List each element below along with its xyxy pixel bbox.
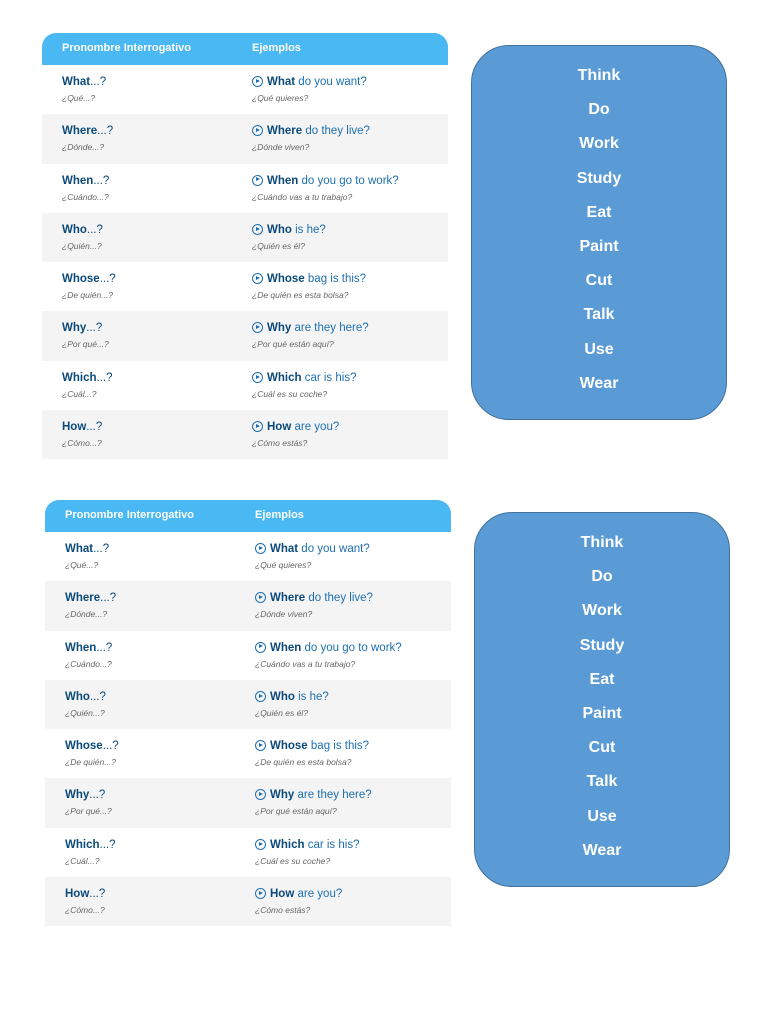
example-rest: are they here? [291, 322, 369, 335]
question-ellipsis: ...? [89, 789, 106, 802]
question-ellipsis: ...? [89, 690, 106, 703]
question-word-translation: ¿Dónde...? [62, 142, 105, 153]
example-question-word: Why [270, 789, 295, 802]
question-word-text: Why [65, 789, 90, 802]
question-ellipsis: ...? [97, 125, 114, 138]
question-word [65, 592, 116, 604]
verb-item: Study [579, 636, 625, 654]
verb-item: Cut [588, 739, 616, 757]
example-translation: ¿Cuándo vas a tu trabajo? [255, 658, 356, 669]
question-word-translation: ¿De quién...? [62, 290, 114, 301]
example-rest: do they live? [302, 125, 370, 138]
question-word [65, 740, 119, 752]
verb-item: Use [584, 340, 614, 358]
question-word-text: Where [62, 125, 98, 138]
example-question-word: What [267, 76, 296, 88]
table-row [45, 631, 451, 680]
play-circle-icon[interactable] [255, 642, 266, 653]
example-sentence [255, 642, 402, 654]
example-rest: is he? [291, 223, 326, 236]
example-translation: ¿Qué quieres? [255, 560, 312, 570]
example-question-word: Which [267, 371, 302, 384]
play-circle-icon[interactable] [255, 543, 266, 554]
pronoun-column-header: Pronombre Interrogativo [65, 509, 194, 521]
example-rest: is he? [294, 690, 329, 703]
question-word-text: Who [65, 690, 90, 703]
verb-item: Talk [586, 773, 618, 791]
example-sentence [255, 888, 342, 900]
question-word-translation: ¿Cómo...? [65, 905, 105, 916]
example-question-word: Who [270, 690, 295, 703]
table-row [45, 828, 451, 877]
pronoun-column-header: Pronombre Interrogativo [62, 42, 191, 54]
play-circle-icon[interactable] [255, 740, 266, 751]
table-row [45, 532, 451, 581]
question-word-translation: ¿Cuál...? [62, 388, 97, 399]
question-word-text: When [65, 641, 97, 654]
question-word [65, 642, 112, 654]
example-rest: are they here? [294, 789, 372, 802]
verb-item: Wear [579, 374, 619, 392]
example-translation: ¿Cuál es su coche? [252, 388, 328, 399]
question-word-text: Where [65, 592, 101, 605]
question-word-translation: ¿De quién...? [65, 757, 117, 768]
verb-list-box [474, 512, 730, 887]
question-word-text: When [62, 174, 94, 187]
question-word-text: Whose [62, 273, 100, 286]
verb-item: Use [587, 807, 617, 825]
example-sentence [255, 543, 370, 555]
example-translation: ¿Cuándo vas a tu trabajo? [252, 191, 353, 202]
example-translation: ¿Dónde viven? [252, 142, 310, 153]
example-rest: do you want? [295, 76, 367, 88]
example-rest: are you? [291, 421, 340, 434]
question-word-translation: ¿Qué...? [62, 93, 96, 103]
example-translation: ¿Cómo estás? [255, 905, 311, 916]
example-question-word: When [267, 174, 299, 187]
example-translation: ¿De quién es esta bolsa? [252, 290, 349, 301]
question-word [65, 888, 105, 900]
example-rest: do you go to work? [298, 174, 399, 187]
question-word-translation: ¿Qué...? [65, 560, 99, 570]
verb-item: Study [576, 169, 622, 187]
example-translation: ¿Qué quieres? [252, 93, 309, 103]
question-word-translation: ¿Por qué...? [62, 339, 109, 350]
example-question-word: Where [267, 125, 303, 138]
example-translation: ¿Cómo estás? [252, 438, 308, 449]
example-rest: do they live? [305, 592, 373, 605]
verb-item: Paint [582, 704, 622, 722]
question-ellipsis: ...? [100, 592, 117, 605]
question-word-text: Why [62, 322, 87, 335]
question-word-translation: ¿Quién...? [65, 707, 105, 718]
verb-item: Wear [582, 841, 622, 859]
question-word [65, 691, 106, 703]
verb-item: Do [591, 568, 613, 586]
question-ellipsis: ...? [90, 76, 107, 88]
question-word-translation: ¿Dónde...? [65, 609, 108, 620]
example-question-word: How [267, 421, 292, 434]
example-translation: ¿Dónde viven? [255, 609, 313, 620]
table-row [45, 680, 451, 729]
examples-column-header: Ejemplos [255, 509, 304, 521]
question-word-translation: ¿Cuándo...? [62, 191, 109, 202]
play-circle-icon[interactable] [255, 839, 266, 850]
table-body [45, 532, 451, 926]
table-row [45, 877, 451, 926]
question-word-translation: ¿Cómo...? [62, 438, 102, 449]
play-circle-icon[interactable] [255, 691, 266, 702]
example-question-word: What [270, 543, 299, 555]
table-row [45, 778, 451, 827]
verb-item: Cut [585, 272, 613, 290]
example-translation: ¿Quién es él? [255, 707, 308, 718]
question-ellipsis: ...? [99, 838, 116, 851]
example-question-word: Where [270, 592, 306, 605]
verb-list [475, 526, 729, 868]
example-rest: are you? [294, 888, 343, 901]
question-word-text: How [65, 888, 90, 901]
play-circle-icon[interactable] [255, 888, 266, 899]
question-word [65, 839, 115, 851]
example-rest: car is his? [304, 838, 360, 851]
examples-column-header: Ejemplos [252, 42, 301, 54]
question-word-text: Which [62, 371, 97, 384]
example-rest: do you go to work? [301, 641, 402, 654]
example-question-word: When [270, 641, 302, 654]
example-translation: ¿Por qué están aquí? [252, 339, 334, 350]
example-question-word: Why [267, 322, 292, 335]
question-word-translation: ¿Quién...? [62, 240, 102, 251]
example-translation: ¿Quién es él? [252, 240, 305, 251]
question-ellipsis: ...? [96, 641, 113, 654]
verb-item: Think [580, 534, 624, 551]
example-rest: car is his? [301, 371, 357, 384]
question-ellipsis: ...? [99, 273, 116, 286]
question-word [65, 543, 109, 555]
question-ellipsis: ...? [96, 371, 113, 384]
question-ellipsis: ...? [89, 888, 106, 901]
verb-item: Eat [586, 203, 612, 221]
question-word-translation: ¿Por qué...? [65, 806, 112, 817]
question-ellipsis: ...? [102, 740, 119, 753]
question-ellipsis: ...? [86, 223, 103, 236]
example-question-word: Which [270, 838, 305, 851]
play-circle-icon[interactable] [255, 592, 266, 603]
question-ellipsis: ...? [93, 543, 110, 555]
example-sentence [255, 789, 372, 801]
example-question-word: Whose [267, 273, 305, 286]
question-word-text: Whose [65, 740, 103, 753]
question-ellipsis: ...? [86, 421, 103, 434]
play-circle-icon[interactable] [255, 789, 266, 800]
question-ellipsis: ...? [86, 322, 103, 335]
example-sentence [255, 592, 373, 604]
example-sentence [255, 839, 359, 851]
example-translation: ¿De quién es esta bolsa? [255, 757, 352, 768]
table-row [45, 581, 451, 630]
question-word-translation: ¿Cuál...? [65, 855, 100, 866]
table-header [45, 500, 451, 532]
question-word-text: What [65, 543, 94, 555]
table-row [45, 729, 451, 778]
verb-item: Do [588, 101, 610, 119]
example-sentence [255, 691, 329, 703]
verb-item: Eat [589, 670, 615, 688]
example-question-word: Who [267, 223, 292, 236]
verb-item: Talk [583, 306, 615, 324]
question-word-translation: ¿Cuándo...? [65, 658, 112, 669]
example-sentence [255, 740, 369, 752]
verb-item: Work [582, 602, 622, 620]
example-rest: do you want? [298, 543, 370, 555]
interrogative-pronoun-table [45, 500, 451, 926]
question-word-text: What [62, 76, 91, 88]
example-translation: ¿Cuál es su coche? [255, 855, 331, 866]
example-question-word: Whose [270, 740, 308, 753]
verb-item: Think [577, 67, 621, 84]
question-word-text: Which [65, 838, 100, 851]
example-translation: ¿Por qué están aquí? [255, 806, 337, 817]
question-word-text: Who [62, 223, 87, 236]
question-word [65, 789, 105, 801]
verb-item: Paint [579, 237, 619, 255]
example-rest: bag is this? [307, 740, 370, 753]
example-rest: bag is this? [304, 273, 367, 286]
question-word-text: How [62, 421, 87, 434]
example-question-word: How [270, 888, 295, 901]
question-ellipsis: ...? [93, 174, 110, 187]
verb-item: Work [579, 135, 619, 153]
